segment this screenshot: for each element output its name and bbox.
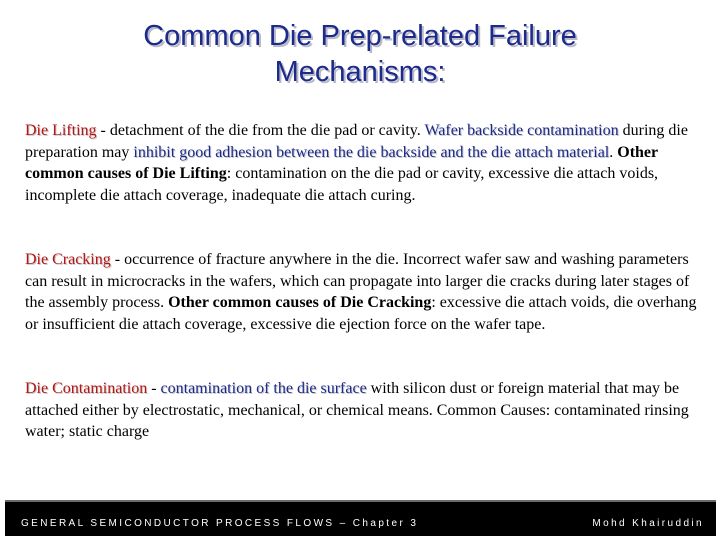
footer-bar xyxy=(5,500,716,536)
paragraph-die-lifting xyxy=(25,120,697,206)
highlight-die-surface-contamination: contamination of the die surface xyxy=(160,380,367,397)
title-line-1: Common Die Prep-related Failure xyxy=(143,20,577,52)
separator: - xyxy=(96,122,110,139)
term-die-cracking: Die Cracking xyxy=(25,251,111,268)
highlight-wafer-backside-contamination: Wafer backside contamination xyxy=(424,122,619,139)
text-segment: with silicon dust or foreign material that may be attached either by electrostatic, mechanical, or chemical means. Common Causes: contaminated rinsing water; static charge xyxy=(25,380,689,441)
paragraph-die-cracking xyxy=(25,249,697,335)
slide-title xyxy=(0,18,720,90)
text-segment: detachment of the die from the die pad or cavity. xyxy=(109,122,425,139)
other-causes-heading: Other common causes of Die xyxy=(168,294,368,312)
text-segment: : contamination on the die pad or cavity, excessive die attach voids, incomplete die attach coverage, inadequate die attach curing. xyxy=(25,165,659,204)
other-causes-heading: Other common causes of Die Lifting xyxy=(25,143,658,183)
paragraph-die-contamination xyxy=(25,378,697,443)
footer-course-title: GENERAL SEMICONDUCTOR PROCESS FLOWS – Chapter 3 xyxy=(21,518,419,529)
text-segment: : excessive die attach voids, die overhang or insufficient die attach coverage, excessive die ejection force on the wafer tape. xyxy=(25,294,697,333)
highlight-inhibit-adhesion: inhibit good adhesion between the die backside and the die attach material xyxy=(133,143,610,161)
term-die-contamination: Die Contamination xyxy=(25,380,148,397)
title-line-2: Mechanisms: xyxy=(274,56,446,88)
separator: - xyxy=(147,380,161,397)
footer-author: Mohd Khairuddin xyxy=(592,518,704,529)
text-segment: during die preparation may xyxy=(25,122,688,161)
term-die-lifting: Die Lifting xyxy=(25,122,97,139)
text-segment: . xyxy=(609,143,618,161)
other-causes-heading-cont: Cracking xyxy=(367,294,432,312)
text-segment: - occurrence of fracture anywhere in the die. Incorrect wafer saw and washing parameters can result in microcracks in the wafers, which can propagate into larger die cracks during later stages of the assembly process. xyxy=(25,251,690,312)
